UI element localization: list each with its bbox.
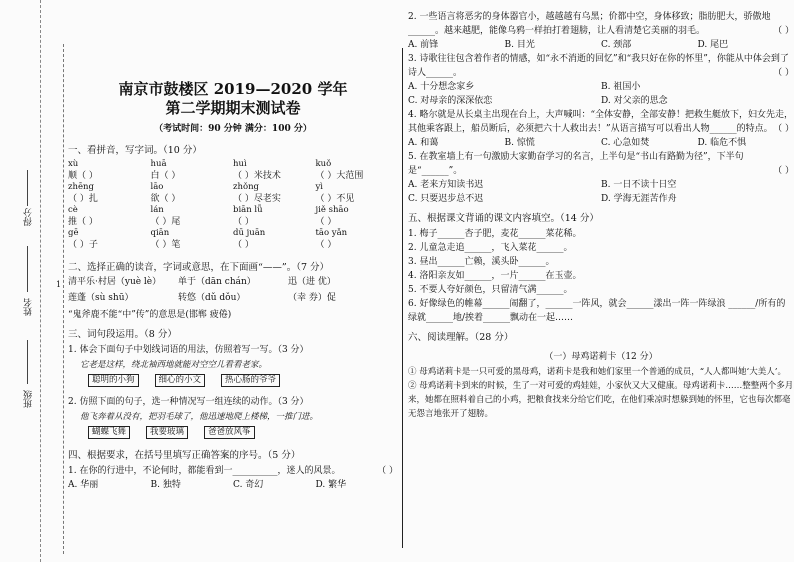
pinyin: cè <box>68 205 78 215</box>
passage-paragraph-1: ① 母鸡诺莉卡是一只可爱的黑母鸡，诺莉卡是我和她们家里一个普通的成员，“人人都叫她‘大美人’。 <box>408 367 786 377</box>
option[interactable]: D. 尾巴 <box>697 40 729 50</box>
pinyin: yì <box>315 182 324 192</box>
passage-title: （一）母鸡诺莉卡（12 分） <box>544 352 658 362</box>
s1-row2 <box>68 193 398 205</box>
option[interactable]: A. 老来方知读书迟 <box>408 180 484 190</box>
question-text: 1. 在你的行进中，不论何时，都能看到一__________，迷人的风景。 <box>68 466 341 476</box>
s4-q5-options-2 <box>408 192 794 206</box>
answer-paren[interactable]: （ ） <box>773 124 794 134</box>
option[interactable]: B. 惊慌 <box>504 138 535 148</box>
score-label: 得分 <box>24 208 34 226</box>
option[interactable]: D. 繁华 <box>315 480 347 490</box>
s3-q1: 1. 体会下面句子中划线词语的用法，仿照着写一写。（3 分） <box>68 345 309 355</box>
blank-item[interactable]: （ ） <box>233 240 254 250</box>
blank-item[interactable]: （ ）尽老实 <box>233 194 281 204</box>
exam-title-line2: 第二学期期末测试卷 <box>165 99 301 117</box>
option[interactable]: D. 对父亲的思念 <box>601 96 668 106</box>
word-box: 爸爸放风筝 <box>204 426 255 439</box>
section3-heading: 三、词句段运用。（8 分） <box>68 329 177 340</box>
score-line <box>27 170 28 206</box>
choice-item[interactable]: 转悠（dǔ dǒu） <box>178 293 246 303</box>
option[interactable]: B. 一日不读十日空 <box>601 180 677 190</box>
blank-item[interactable]: （ ）大范围 <box>315 171 364 181</box>
option[interactable]: D. 学海无涯苦作舟 <box>601 194 677 204</box>
pinyin: tāo yǎn <box>315 228 348 238</box>
pinyin: gē <box>68 228 79 238</box>
s5-q6[interactable]: 6. 好像绿色的帷幕______闹翻了，______一阵风，就会______漾出一阵一阵绿浪 ______/所有的绿就______地/挨着______飘动在一起…… <box>408 299 786 323</box>
s3-q2: 2. 仿照下面的句子，选一种情况写一组连续的动作。（3 分） <box>68 397 309 407</box>
pinyin: kuǒ <box>315 159 332 169</box>
binding-dashed-line <box>63 44 65 554</box>
word-box: 细心的小文 <box>155 374 206 387</box>
blank-item[interactable]: 推（ ） <box>68 217 98 227</box>
s4-q4-options <box>408 136 794 150</box>
pinyin: huā <box>150 159 167 169</box>
name-label: 姓名 <box>24 298 34 316</box>
question-text: 4. 略尔就是从长桌主出现在台上，大声喊叫：“全体安静，全部安静！把救生艇放下，妇女先走，其他乘客跟上，船员断后，必须把六十人救出去！”从语言描写可以看出人物______的特点。 <box>408 110 794 134</box>
pinyin: qiān <box>150 228 170 238</box>
pinyin: biān lǚ <box>233 205 263 215</box>
blank-item[interactable]: （ ）笔 <box>150 240 181 250</box>
pinyin: lāo <box>150 182 164 192</box>
pinyin: xù <box>68 159 79 169</box>
s2-row1 <box>68 276 398 288</box>
s3-q2-boxes <box>88 426 398 439</box>
s4-q5 <box>408 150 794 178</box>
blank-item[interactable]: 欲（ ） <box>150 194 181 204</box>
answer-paren[interactable]: （ ） <box>773 26 794 36</box>
right-column <box>408 10 794 421</box>
s1-pinyin-row2 <box>68 182 398 193</box>
s4-q1 <box>68 464 398 478</box>
answer-paren[interactable]: （ ） <box>377 466 398 476</box>
s3-q1-boxes <box>88 374 398 387</box>
class-label: 班级 <box>24 390 34 408</box>
s4-q1-options <box>68 478 398 492</box>
s2-row3[interactable]: “鬼斧鹿不能“中”传”的意思是(邯郸 疲倦) <box>68 310 232 320</box>
s4-q5-options <box>408 178 794 192</box>
s4-q2 <box>408 10 794 38</box>
page-mark: 1 <box>56 280 62 289</box>
exam-subtitle: （考试时间：90 分钟 满分：100 分） <box>154 124 312 134</box>
blank-item[interactable]: （ ）尾 <box>150 217 181 227</box>
s5-q5[interactable]: 5. 不要人夸好颜色，只留清气满______。 <box>408 285 573 295</box>
choice-item[interactable]: 迅（进 优） <box>288 277 336 287</box>
class-line <box>27 340 28 384</box>
option[interactable]: D. 临危不惧 <box>697 138 747 148</box>
question-text: 5. 在教室墙上有一句激励大家勤奋学习的名言，上半句是“书山有路勤为径”，下半句是“______”。 <box>408 152 744 176</box>
s1-pinyin-row4 <box>68 228 398 239</box>
option[interactable]: C. 心急如焚 <box>601 138 650 148</box>
answer-paren[interactable]: （ ） <box>773 68 794 78</box>
section1-heading: 一、看拼音，写字词。（10 分） <box>68 145 202 156</box>
blank-item[interactable]: （ ） <box>233 217 254 227</box>
s5-q1[interactable]: 1. 梅子______杏子肥，麦花______菜花稀。 <box>408 229 582 239</box>
blank-item[interactable]: （ ）米技术 <box>233 171 281 181</box>
choice-item[interactable]: （幸 券）促 <box>288 293 336 303</box>
question-text: 3. 诗歌往往包含着作者的情感，如“永不消逝的回忆”和“我只好在你的怀里”，你能从中体会到了诗人______。 <box>408 54 789 78</box>
question-text: 2. 一些语言将恶劣的身体器官小，越越越有乌黑；价都中空，身体移致；脂肪肥大，骄傲地______。越来越肥，能像乌鸦一样拍打着翅膀，让人看清楚它美丽的羽毛。 <box>408 12 771 36</box>
blank-item[interactable]: （ ）扎 <box>68 194 98 204</box>
section6-heading: 六、阅读理解。（28 分） <box>408 332 514 343</box>
exam-title-line1: 南京市鼓楼区 2019—2020 学年 <box>118 80 348 98</box>
option[interactable]: C. 对母亲的深深依恋 <box>408 96 493 106</box>
binding-strip <box>0 0 41 562</box>
section2-heading: 二、选择正确的读音，字词或意思，在下面画“——”。（7 分） <box>68 262 330 273</box>
pinyin: dū juān <box>233 228 266 238</box>
column-divider <box>402 48 403 548</box>
blank-item[interactable]: 白（ ） <box>150 171 181 181</box>
word-box: 蝴蝶飞舞 <box>88 426 130 439</box>
s1-row3 <box>68 216 398 228</box>
choice-item[interactable]: 单于（dān chán） <box>178 277 256 287</box>
pinyin: zhēng <box>68 182 94 192</box>
blank-item[interactable]: 顺（ ） <box>68 171 98 181</box>
s1-pinyin-row1 <box>68 159 398 170</box>
choice-item[interactable]: 莲蓬（sù shū） <box>68 293 134 303</box>
s5-q2[interactable]: 2. 儿童急走追______，飞入菜花______。 <box>408 243 573 253</box>
s2-row2 <box>68 292 398 304</box>
word-box: 我要玻璃 <box>146 426 188 439</box>
s4-q3 <box>408 52 794 80</box>
choice-item[interactable]: 清平乐·村居（yuè lè） <box>68 277 162 287</box>
option[interactable]: B. 目光 <box>504 40 535 50</box>
s4-q3-options-2 <box>408 94 794 108</box>
word-box: 聪明的小狗 <box>88 374 139 387</box>
s4-q2-options <box>408 38 794 52</box>
s4-q4 <box>408 108 794 136</box>
s3-q1-example: 它老是这样，绕北袖西地就能对空空儿看看老家。 <box>80 360 268 370</box>
s1-row4 <box>68 239 398 251</box>
s4-q3-options <box>408 80 794 94</box>
section5-heading: 五、根据课文背诵的课文内容填空。（14 分） <box>408 213 599 224</box>
word-box: 热心肠的爷爷 <box>221 374 280 387</box>
option[interactable]: A. 十分想念家乡 <box>408 82 475 92</box>
s5-q3[interactable]: 3. 昼出______亡赖，溪头卧______。 <box>408 257 555 267</box>
option[interactable]: B. 祖国小 <box>601 82 641 92</box>
blank-item[interactable]: （ ）不见 <box>315 194 355 204</box>
pinyin: jiě shāo <box>315 205 349 215</box>
section4-heading: 四、根据要求，在括号里填写正确答案的序号。（5 分） <box>68 450 301 461</box>
option[interactable]: A. 前锋 <box>408 40 439 50</box>
blank-item[interactable]: （ ）子 <box>68 240 98 250</box>
answer-paren[interactable]: （ ） <box>773 166 794 176</box>
pinyin: zhǒng <box>233 182 259 192</box>
blank-item[interactable]: （ ） <box>315 240 337 250</box>
option[interactable]: A. 华丽 <box>68 480 99 490</box>
option[interactable]: B. 独特 <box>150 480 181 490</box>
option[interactable]: A. 和蔼 <box>408 138 439 148</box>
s5-q4[interactable]: 4. 洛阳亲友如______，一片______在玉壶。 <box>408 271 582 281</box>
s1-row1 <box>68 170 398 182</box>
option[interactable]: C. 只要迟步总不迟 <box>408 194 484 204</box>
s1-pinyin-row3 <box>68 205 398 216</box>
option[interactable]: C. 颈部 <box>601 40 632 50</box>
left-column <box>68 10 398 492</box>
s3-q2-example: 他飞奔着从没有，把羽毛球了，他迅速地爬上楼梯，一推门进。 <box>80 412 319 422</box>
name-line <box>27 246 28 292</box>
blank-item[interactable]: （ ） <box>315 217 337 227</box>
pinyin: lán <box>150 205 164 215</box>
option[interactable]: C. 奇幻 <box>233 480 264 490</box>
pinyin: huì <box>233 159 247 169</box>
passage-paragraph-2: ② 母鸡诺莉卡到来的时候，生了一对可爱的鸡娃娃，小家伙又大又健康。母鸡诺莉卡……整整两个多月来，她都在照料着自己的小鸡，把粮食找来分给它们吃，在他们乘凉时想躲到她的怀里，它也每次都毫无怨言地张开了翅膀。 <box>408 381 794 419</box>
